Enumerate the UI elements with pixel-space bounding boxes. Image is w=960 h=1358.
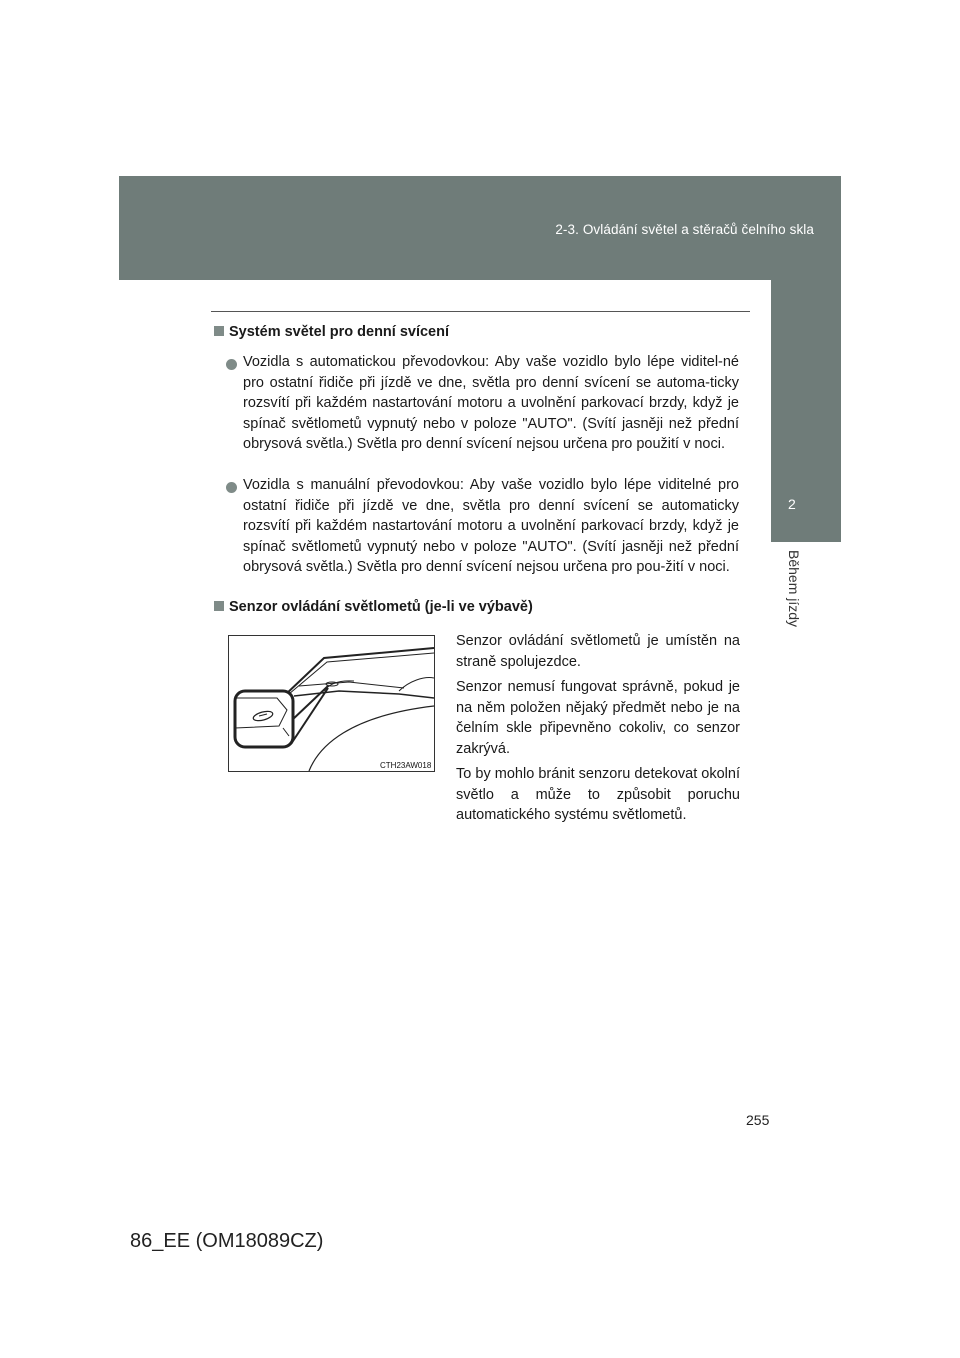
round-bullet-icon xyxy=(226,359,237,370)
square-bullet-icon xyxy=(214,326,224,336)
bullet-paragraph: Vozidla s automatickou převodovkou: Aby vaše vozidlo bylo lépe viditel-né pro ostatní řidiče při jízdě ve dne, světla pro denní svícení se automa-ticky rozsvítí při každém nastartování motoru a uvolnění parkovací brzdy, když je spínač světlometů vypnutý nebo v poloze "AUTO". (Svítí jasněji než přední obrysová světla.) Světla pro denní svícení nejsou určena pro použití v noci. xyxy=(243,354,739,453)
sensor-figure xyxy=(228,635,435,772)
section-heading xyxy=(214,324,449,340)
square-bullet-icon xyxy=(214,601,224,611)
section-title: Senzor ovládání světlometů (je-li ve výbavě) xyxy=(229,599,533,615)
chapter-label: Během jízdy xyxy=(786,550,802,628)
round-bullet-icon xyxy=(226,482,237,493)
chapter-number: 2 xyxy=(788,496,796,512)
chapter-tab xyxy=(771,280,841,542)
body-paragraph: Senzor ovládání světlometů je umístěn na straně spolujezdce. xyxy=(456,633,740,670)
document-code: 86_EE (OM18089CZ) xyxy=(130,1230,324,1252)
body-paragraph: To by mohlo bránit senzoru detekovat okolní světlo a může to způsobit poruchu automatického systému světlometů. xyxy=(456,766,740,824)
windshield-sensor-illustration-icon xyxy=(229,636,434,771)
bullet-paragraph: Vozidla s manuální převodovkou: Aby vaše vozidlo bylo lépe viditelné pro ostatní řidiče při jízdě ve dne, světla pro denní svícení se automaticky rozsvítí při každém nastartování motoru a uvolnění parkovací brzdy, když je spínač světlometů vypnutý nebo v poloze "AUTO". (Svítí jasněji než přední obrysová světla.) Světla pro denní svícení nejsou určena pro pou-žití v noci. xyxy=(243,477,739,576)
section-heading xyxy=(214,599,533,615)
top-rule xyxy=(211,311,750,312)
section-title: Systém světel pro denní svícení xyxy=(229,324,450,340)
chapter-label-tab xyxy=(771,542,841,804)
body-paragraph: Senzor nemusí fungovat správně, pokud je na něm položen nějaký předmět nebo je na čelním skle připevněno cokoliv, co senzor zakrývá. xyxy=(456,679,740,757)
breadcrumb: 2-3. Ovládání světel a stěračů čelního skla xyxy=(555,222,814,237)
page-number: 255 xyxy=(746,1112,770,1128)
figure-code: CTH23AW018 xyxy=(380,761,432,770)
